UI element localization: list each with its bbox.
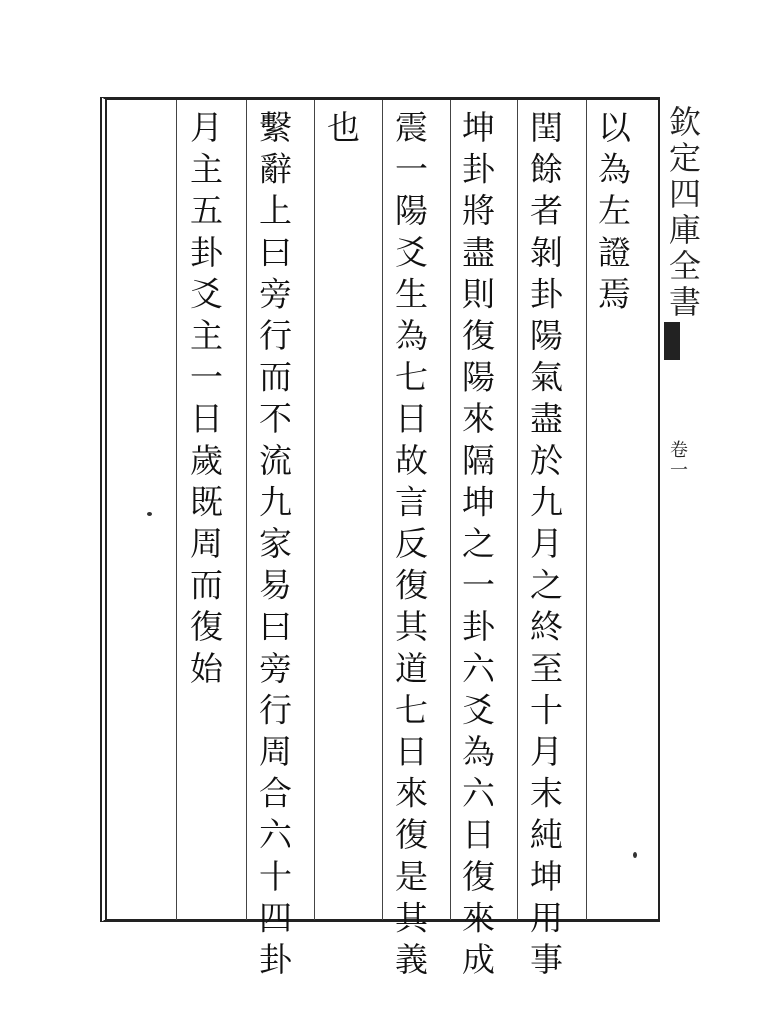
column-rule	[176, 100, 177, 920]
column-rule	[586, 100, 587, 920]
column-rule	[246, 100, 247, 920]
ink-speck	[633, 852, 637, 858]
page-border	[100, 97, 660, 922]
column-rule	[382, 100, 383, 920]
text-column-3: 坤卦將盡則復陽來隔坤之一卦六爻為六日復來成	[457, 110, 496, 984]
column-rule	[517, 100, 518, 920]
ink-speck	[147, 512, 152, 516]
text-column-2: 閏餘者剝卦陽氣盡於九月之終至十月末純坤用事	[525, 110, 564, 984]
margin-book-title: 欽定四庫全書	[664, 105, 702, 321]
text-column-5: 也	[322, 110, 361, 152]
text-column-1: 以為左證焉	[593, 110, 632, 318]
margin-border	[648, 97, 660, 922]
text-column-7: 月主五卦爻主一日歲既周而復始	[185, 110, 224, 693]
margin-juan-label: 卷一	[667, 440, 688, 480]
margin-fishtail-mark	[664, 322, 680, 360]
column-rule	[450, 100, 451, 920]
text-column-6: 繫辭上曰旁行而不流九家易曰旁行周合六十四卦	[254, 110, 293, 984]
text-column-4: 震一陽爻生為七日故言反復其道七日來復是其義	[390, 110, 429, 984]
column-rule	[314, 100, 315, 920]
